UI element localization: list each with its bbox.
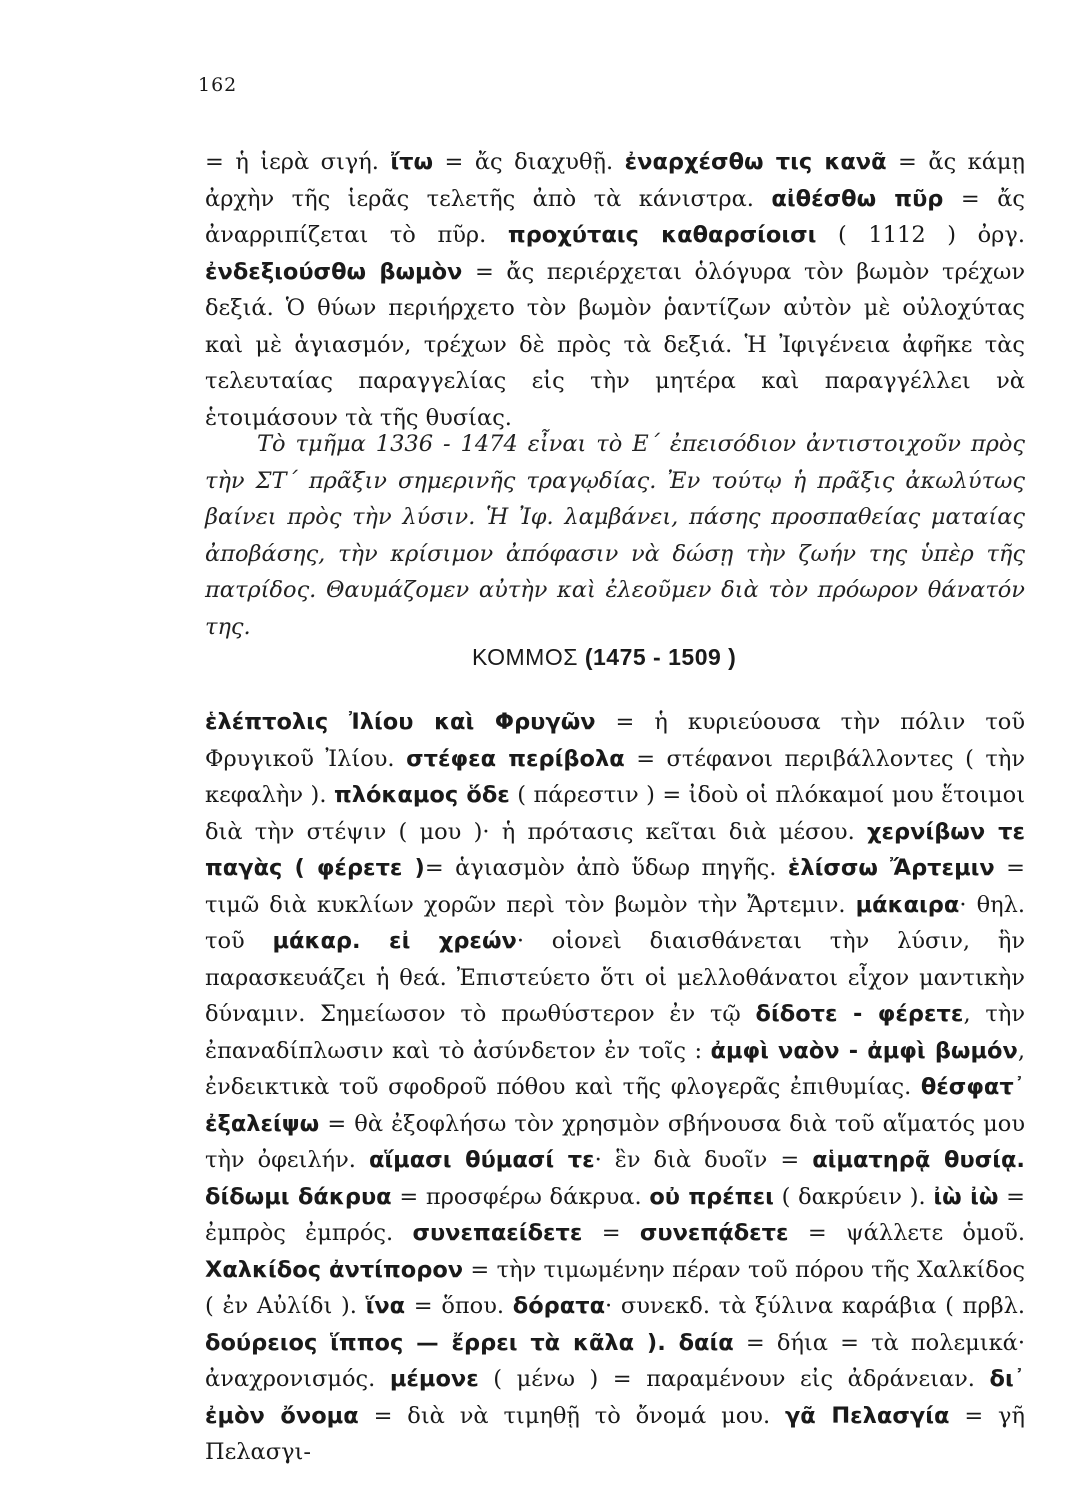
- lemma-term: στέφεα περίβολα: [406, 745, 625, 772]
- gloss-text: = ἄς ἀναρριπίζεται τὸ πῦρ.: [205, 185, 1025, 248]
- lemma-term: μάκαρ. εἰ χρεών: [272, 928, 517, 954]
- gloss-text: , τὴν ἐπαναδίπλωσιν καὶ τὸ ἀσύνδετον ἐν τοῖς :: [205, 1001, 1025, 1064]
- lemma-term: χερνίβων τε παγὰς ( φέρετε ): [205, 818, 1025, 881]
- lemma-term: ἐνδεξιούσθω βωμὸν: [205, 258, 463, 285]
- gloss-text: = ὅπου.: [405, 1293, 513, 1319]
- lemma-term: ἑλέπτολις Ἰλίου καὶ Φρυγῶν: [205, 709, 596, 735]
- gloss-text: ( 1112 ) ὀργ.: [816, 222, 1025, 248]
- gloss-text: = προσφέρω δάκρυα.: [391, 1183, 650, 1210]
- gloss-text: ( μένω ) = παραμένουν εἰς ἀδράνειαν.: [478, 1366, 990, 1392]
- heading-title: ΚΟΜΜΟΣ: [472, 644, 578, 670]
- gloss-text: = ἡ ἱερὰ σιγή.: [205, 149, 391, 175]
- lemma-term: ἵνα: [365, 1293, 406, 1319]
- gloss-text: · θηλ. τοῦ: [205, 891, 1026, 954]
- gloss-text: = ἄς περιέρχεται ὁλόγυρα τὸν βωμὸν τρέχων δεξιά. Ὁ θύων περιήρχετο τὸν βωμὸν ῥαντίζων αὐτὸν μὲ οὐλοχύτας καὶ μὲ ἁγιασμόν, τρέχων δὲ πρὸς τὰ δεξιά. Ἡ Ἰφιγένεια ἀφῆκε τὰς τελευταίας παραγγελίας εἰς τὴν μητέρα καὶ παραγγέλλει νὰ ἑτοιμάσουν τὰ τῆς θυσίας.: [205, 258, 1026, 431]
- gloss-text: = γῆ Πελασγι-: [205, 1402, 1025, 1465]
- lemma-term: ἴτω: [390, 149, 434, 175]
- lemma-term: πλόκαμος ὅδε: [333, 782, 510, 808]
- gloss-text: = δήια = τὰ πολεμικά· ἀναχρονισμός.: [205, 1329, 1025, 1392]
- gloss-text: = ἄς διαχυθῇ.: [433, 149, 625, 175]
- lemma-term: μάκαιρα: [855, 891, 960, 918]
- heading-line-range: (1475 - 1509 ): [584, 644, 737, 670]
- lemma-term: ἐναρχέσθω τις κανᾶ: [624, 149, 887, 175]
- lemma-term: ἰὼ ἰὼ: [933, 1183, 999, 1210]
- gloss-text: =: [582, 1220, 640, 1246]
- lemma-term: οὐ πρέπει: [649, 1183, 774, 1210]
- lemma-term: συνεπᾴδετε: [639, 1220, 789, 1246]
- gloss-text: = διὰ νὰ τιμηθῇ τὸ ὄνομά μου.: [358, 1402, 785, 1429]
- lemma-term: δόρατα: [512, 1293, 606, 1319]
- section-heading: [472, 644, 736, 671]
- lemma-term: γᾶ Πελασγία: [784, 1402, 950, 1429]
- commentary-paragraph-1: [205, 144, 1025, 436]
- lemma-term: δίδοτε - φέρετε: [755, 1001, 964, 1027]
- lemma-term: συνεπαείδετε: [412, 1220, 583, 1246]
- lemma-term: δούρειος ἵππος — ἔρρει τὰ κᾶλα ). δαία: [205, 1329, 734, 1356]
- lemma-term: θέσφατ᾽ ἐξαλείψω: [205, 1074, 1025, 1137]
- gloss-text: = ἐμπρὸς ἐμπρός.: [205, 1183, 1025, 1246]
- gloss-text: = θὰ ἐξοφλήσω τὸν χρησμὸν σβήνουσα διὰ τοῦ αἵματός μου τὴν ὀφειλήν.: [205, 1110, 1025, 1173]
- gloss-text: = ἁγιασμὸν ἀπὸ ὕδωρ πηγῆς.: [424, 855, 788, 881]
- lemma-term: Χαλκίδος ἀντίπορον: [205, 1256, 464, 1283]
- lemma-term: ἑλίσσω Ἄρτεμιν: [787, 855, 995, 881]
- gloss-text: , ἐνδεικτικὰ τοῦ σφοδροῦ πόθου καὶ τῆς φλογερᾶς ἐπιθυμίας.: [205, 1037, 1025, 1100]
- gloss-text: = τιμῶ διὰ κυκλίων χορῶν περὶ τὸν βωμὸν τὴν Ἄρτεμιν.: [205, 855, 1025, 918]
- lemma-term: αἱματηρᾷ θυσίᾳ. δίδωμι δάκρυα: [205, 1147, 1025, 1210]
- gloss-text: = ἡ κυριεύουσα τὴν πόλιν τοῦ Φρυγικοῦ Ἰλίου.: [205, 709, 1025, 772]
- commentary-paragraph-2: [205, 704, 1025, 1471]
- page-number: 162: [198, 74, 238, 96]
- summary-paragraph: Τὸ τμῆμα 1336 - 1474 εἶναι τὸ Ε΄ ἐπεισόδιον ἀντιστοιχοῦν πρὸς τὴν ΣΤ΄ πρᾶξιν σημερινῆς τραγῳδίας. Ἐν τούτῳ ἡ πρᾶξις ἀκωλύτως βαίνει πρὸς τὴν λύσιν. Ἡ Ἰφ. λαμβάνει, πάσης προσπαθείας ματαίας ἀποβάσης, τὴν κρίσιμον ἀπόφασιν νὰ δώσῃ τὴν ζωήν της ὑπὲρ τῆς πατρίδος. Θαυμάζομεν αὐτὴν καὶ ἐλεοῦμεν διὰ τὸν πρόωρον θάνατόν της.: [205, 431, 1025, 640]
- gloss-text: = τὴν τιμωμένην πέραν τοῦ πόρου τῆς Χαλκίδος ( ἐν Αὐλίδι ).: [205, 1256, 1025, 1319]
- lemma-term: ἀμφὶ ναὸν - ἀμφὶ βωμόν: [710, 1037, 1018, 1064]
- gloss-text: = ἄς κάμῃ ἀρχὴν τῆς ἱερᾶς τελετῆς ἀπὸ τὰ κάνιστρα.: [205, 149, 1025, 212]
- lemma-term: προχύταις καθαρσίοισι: [507, 222, 817, 248]
- gloss-text: ( πάρεστιν ) = ἰδοὺ οἱ πλόκαμοί μου ἕτοιμοι διὰ τὴν στέψιν ( μου )· ἡ πρότασις κεῖται διὰ μέσου.: [205, 782, 1026, 845]
- lemma-term: δι᾽ ἐμὸν ὄνομα: [205, 1366, 1025, 1429]
- gloss-text: · συνεκδ. τὰ ξύλινα καράβια ( πρβλ.: [605, 1293, 1025, 1319]
- lemma-term: αἵμασι θύμασί τε: [368, 1147, 595, 1173]
- gloss-text: · οἱονεὶ διαισθάνεται τὴν λύσιν, ἣν παρασκευάζει ἡ θεά. Ἐπιστεύετο ὅτι οἱ μελλοθάνατοι εἶχον μαντικὴν δύναμιν. Σημείωσον τὸ πρωθύστερον ἐν τῷ: [205, 928, 1026, 1027]
- gloss-text: = στέφανοι περιβάλλοντες ( τὴν κεφαλὴν ).: [205, 745, 1025, 808]
- lemma-term: αἰθέσθω πῦρ: [771, 185, 944, 212]
- lemma-term: μέμονε: [389, 1366, 479, 1392]
- gloss-text: = ψάλλετε ὁμοῦ.: [788, 1220, 1025, 1246]
- gloss-text: ( δακρύειν ).: [773, 1183, 934, 1210]
- gloss-text: · ἓν διὰ δυοῖν =: [594, 1147, 813, 1173]
